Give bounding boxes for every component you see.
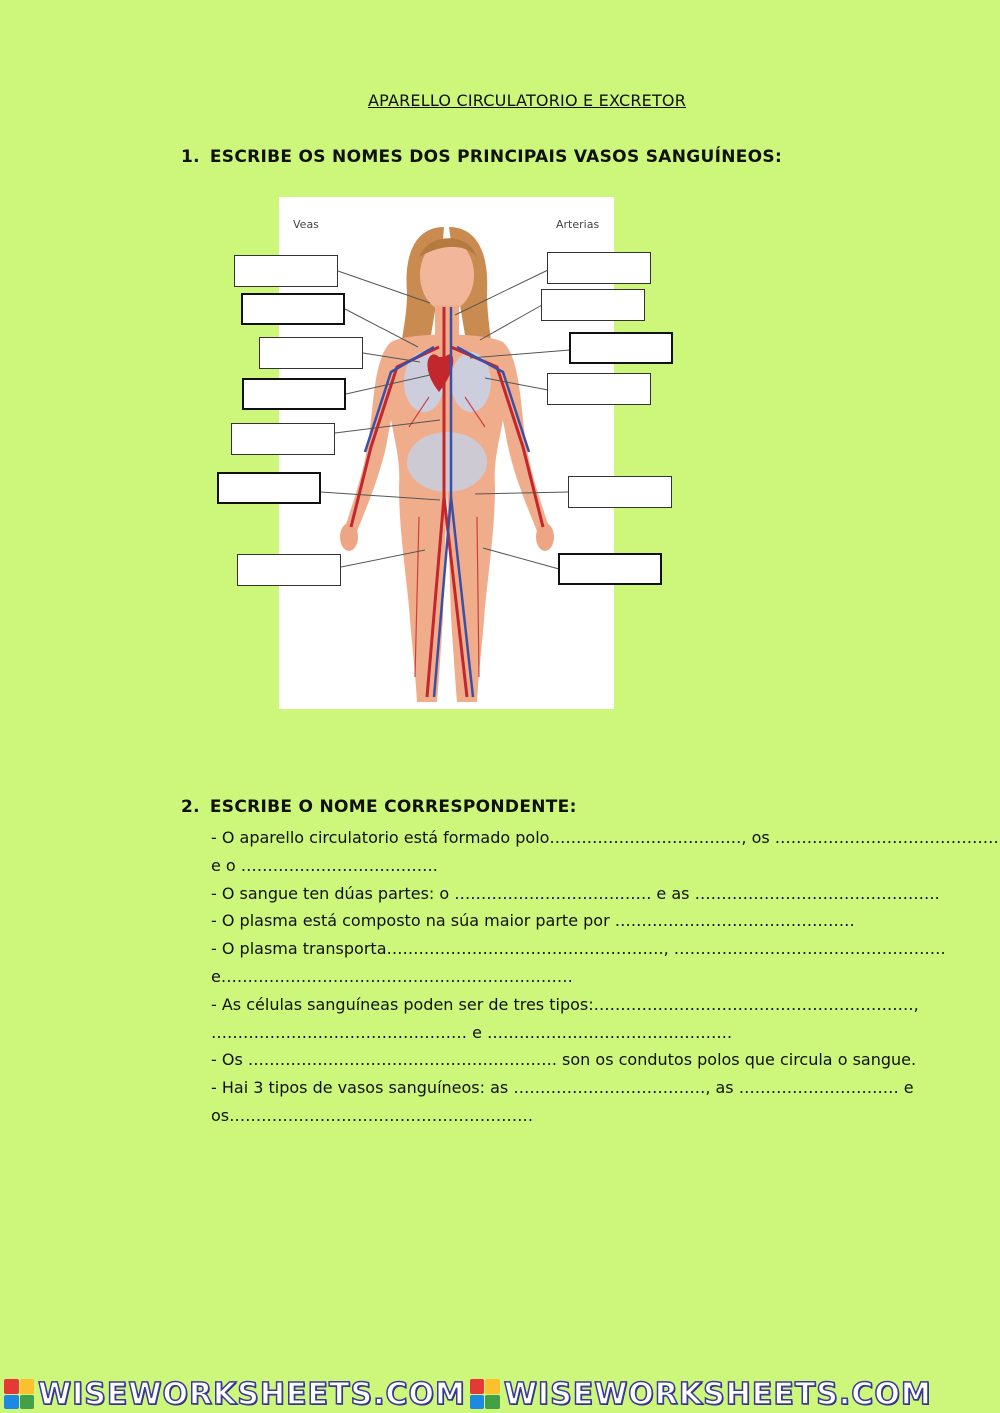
wise-badge-icon: [4, 1379, 34, 1409]
vein-answer-box[interactable]: [217, 472, 321, 504]
brand-logo: [466, 1375, 932, 1413]
question-2-number: 2.: [181, 797, 200, 817]
fill-in-line[interactable]: - As células sanguíneas poden ser de tres tipos:……………………………………………………,: [211, 994, 919, 1014]
fill-in-line[interactable]: - O sangue ten dúas partes: o ………………………………. e as ……………………………………….: [211, 883, 940, 903]
fill-in-line[interactable]: - Hai 3 tipos de vasos sanguíneos: as ………………………………, as ………………………… e: [211, 1078, 914, 1098]
artery-answer-box[interactable]: [547, 373, 651, 405]
artery-answer-box[interactable]: [569, 332, 673, 364]
artery-answer-box[interactable]: [568, 476, 672, 508]
fill-in-line[interactable]: - O plasma está composto na súa maior parte por ………………………………………: [211, 911, 855, 931]
veins-label: Veas: [293, 218, 319, 231]
footer-watermark: [0, 1375, 1000, 1413]
question-1-number: 1.: [181, 147, 200, 167]
fill-in-line[interactable]: os…………………………………………………: [211, 1105, 534, 1125]
arteries-label: Arterias: [556, 218, 600, 231]
worksheet-title: APARELLO CIRCULATORIO E EXCRETOR: [368, 91, 687, 110]
question-1-heading: [181, 147, 782, 167]
vein-answer-box[interactable]: [259, 337, 363, 369]
fill-in-line[interactable]: ………………………………………… e ……………………………………….: [211, 1022, 733, 1042]
vein-answer-box[interactable]: [242, 378, 346, 410]
fill-in-line[interactable]: - Os …………………………………………………. son os condutos polos que circula o sangue.: [211, 1050, 917, 1070]
fill-in-line[interactable]: - O aparello circulatorio está formado polo………………………………, os ……………………………………: [211, 828, 999, 847]
question-2-text: ESCRIBE O NOME CORRESPONDENTE:: [209, 797, 577, 817]
vein-answer-box[interactable]: [231, 423, 335, 455]
question-2-heading: [181, 797, 577, 817]
artery-answer-box[interactable]: [547, 252, 651, 284]
artery-answer-box[interactable]: [558, 553, 662, 585]
brand-text: WISEWORKSHEETS.COM: [38, 1376, 466, 1412]
fill-in-lines: [211, 824, 999, 1130]
vein-answer-box[interactable]: [241, 293, 345, 325]
brand-text: WISEWORKSHEETS.COM: [503, 1376, 932, 1412]
artery-answer-box[interactable]: [541, 289, 645, 321]
fill-in-line[interactable]: - O plasma transporta……………………………………………., ……………………………………………: [211, 939, 946, 959]
vein-answer-box[interactable]: [237, 554, 341, 586]
brand-logo: [0, 1375, 466, 1413]
question-1-text: ESCRIBE OS NOMES DOS PRINCIPAIS VASOS SANGUÍNEOS:: [209, 147, 783, 167]
wise-badge-icon: [470, 1379, 500, 1409]
vein-answer-box[interactable]: [234, 255, 338, 287]
fill-in-line[interactable]: e…………………………………………………………: [211, 966, 573, 986]
fill-in-line[interactable]: e o ……………………………….: [211, 855, 438, 875]
